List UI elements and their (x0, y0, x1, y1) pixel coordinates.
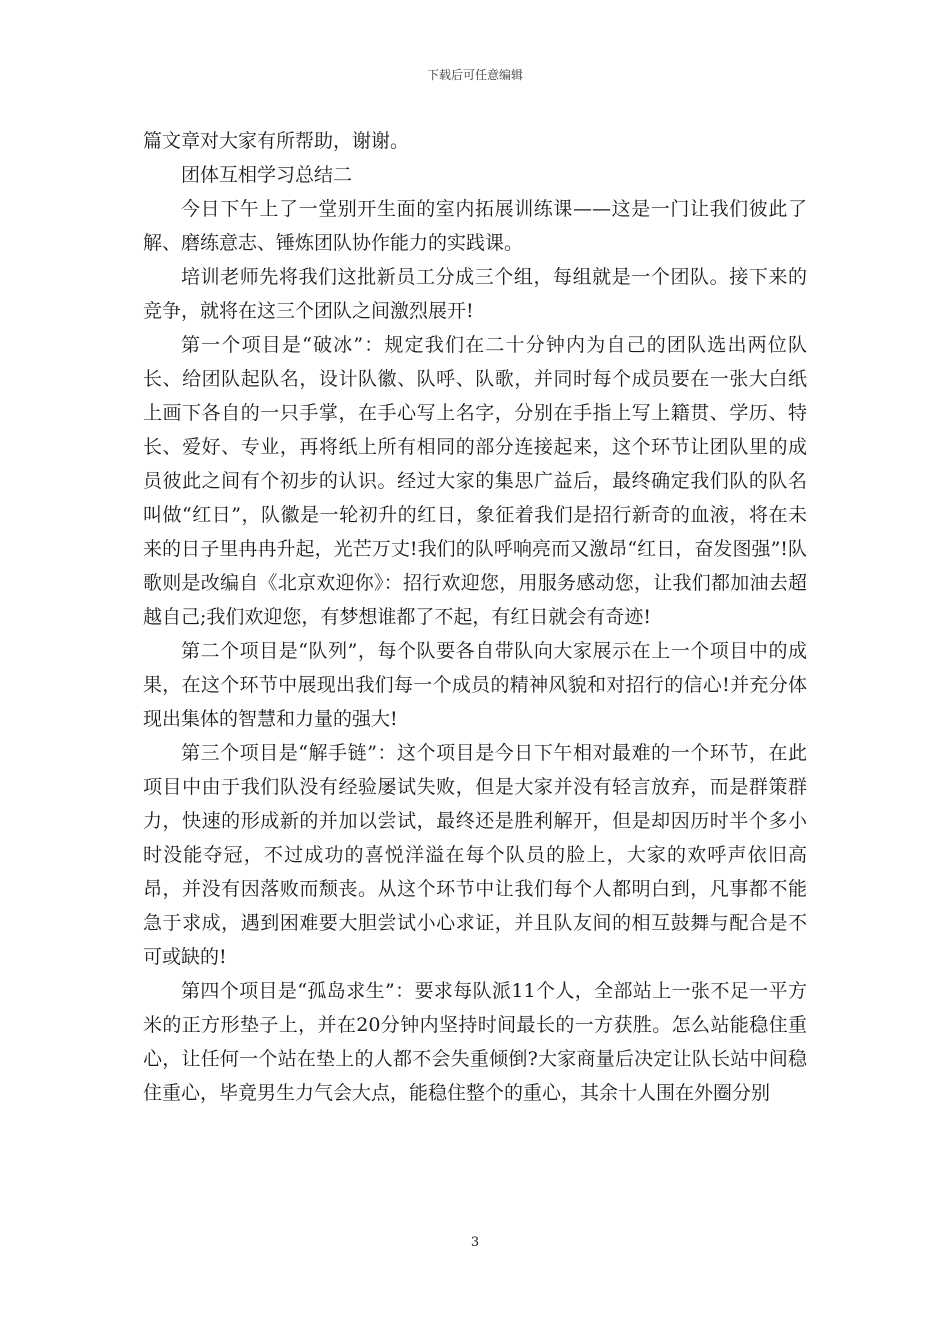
paragraph: 第一个项目是“破冰”：规定我们在二十分钟内为自己的团队选出两位队长、给团队起队名，设计队徽、队呼、队歌，并同时每个成员要在一张大白纸上画下各自的一只手掌，在手心写上名字，分别在手指上写上籍贯、学历、特长、爱好、专业，再将纸上所有相同的部分连接起来，这个环节让团队里的成员彼此之间有个初步的认识。经过大家的集思广益后，最终确定我们队的队名叫做“红日”，队徽是一轮初升的红日，象征着我们是招行新奇的血液，将在未来的日子里冉冉升起，光芒万丈!我们的队呼响亮而又激昂“红日，奋发图强”!队歌则是改编自《北京欢迎你》：招行欢迎您，用服务感动您，让我们都加油去超越自己;我们欢迎您，有梦想谁都了不起，有红日就会有奇迹! (143, 334, 807, 628)
page-number: 3 (470, 1235, 480, 1250)
paragraph: 今日下午上了一堂别开生面的室内拓展训练课——这是一门让我们彼此了解、磨练意志、锤炼团队协作能力的实践课。 (143, 198, 807, 254)
document-body (143, 124, 807, 1110)
paragraph: 第三个项目是“解手链”：这个项目是今日下午相对最难的一个环节，在此项目中由于我们队没有经验屡试失败，但是大家并没有轻言放弃，而是群策群力，快速的形成新的并加以尝试，最终还是胜利解开，但是却因历时半个多小时没能夺冠，不过成功的喜悦洋溢在每个队员的脸上，大家的欢呼声依旧高昂，并没有因落败而颓丧。从这个环节中让我们每个人都明白到，凡事都不能急于求成，遇到困难要大胆尝试小心求证，并且队友间的相互鼓舞与配合是不可或缺的! (143, 742, 807, 968)
section-heading: 团体互相学习总结二 (181, 164, 353, 186)
page-header: 下载后可任意编辑 (426, 68, 523, 82)
paragraph: 第二个项目是“队列”，每个队要各自带队向大家展示在上一个项目中的成果，在这个环节中展现出我们每一个成员的精神风貌和对招行的信心!并充分体现出集体的智慧和力量的强大! (143, 640, 807, 730)
paragraph: 第四个项目是“孤岛求生”：要求每队派11个人，全部站上一张不足一平方米的正方形垫子上，并在20分钟内坚持时间最长的一方获胜。怎么站能稳住重心，让任何一个站在垫上的人都不会失重倾倒?大家商量后决定让队长站中间稳住重心，毕竟男生力气会大点，能稳住整个的重心，其余十人围在外圈分别 (143, 980, 807, 1104)
paragraph: 培训老师先将我们这批新员工分成三个组，每组就是一个团队。接下来的竞争，就将在这三个团队之间激烈展开! (143, 266, 807, 322)
paragraph-continuation: 篇文章对大家有所帮助，谢谢。 (143, 130, 410, 152)
